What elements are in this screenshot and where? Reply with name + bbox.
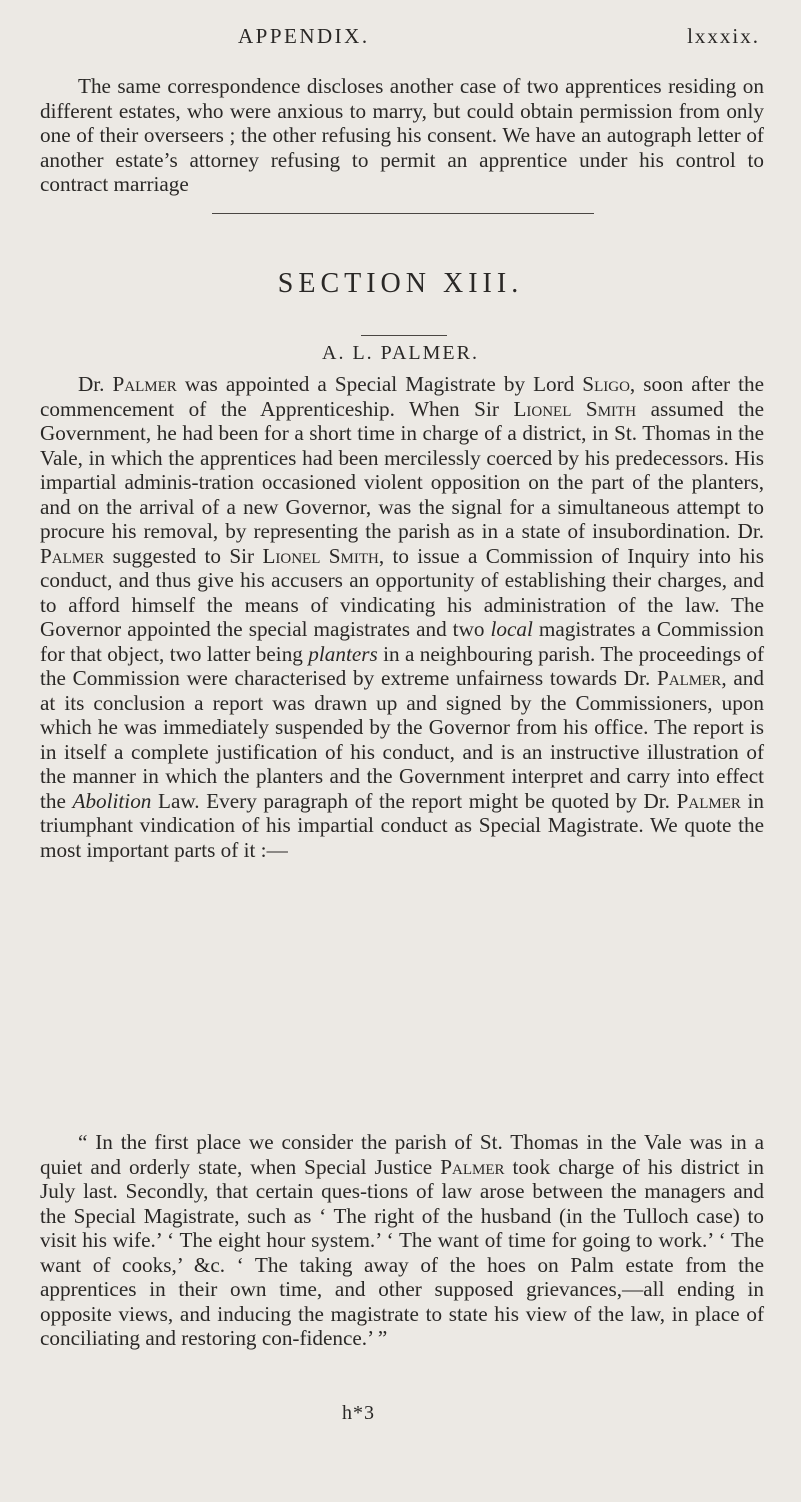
section-subtitle: A. L. PALMER. (322, 342, 479, 364)
subhead-divider (361, 335, 447, 336)
section-divider (212, 213, 594, 214)
paragraph-intro: The same correspondence discloses another case of two apprentices residing on different estates, who were anxious to marry, but could obtain permission from only one of their overseers ; the other refusing his consent. We have an autograph letter of another estate’s attorney refusing to permit an apprentice under his control to contract marriage (40, 74, 764, 196)
paragraph-quote: “ In the first place we consider the parish of St. Thomas in the Vale was in a quiet and orderly state, when Special Justice Palmer took charge of his district in July last. Secondly, that certain ques-tions of law arose between the managers and the Special Magistrate, such as ‘ The right of the husband (in the Tulloch case) to visit his wife.’ ‘ The eight hour system.’ ‘ The want of time for going to work.’ ‘ The want of cooks,’ &c. ‘ The taking away of the hoes on Palm estate from the apprentices in their own time, and other supposed grievances,—all ending in opposite views, and inducing the magistrate to state his view of the law, in place of conciliating and restoring con-fidence.’ ” (40, 1130, 764, 1350)
page-header (40, 24, 760, 54)
page-number: lxxxix. (687, 24, 760, 48)
signature-mark: h*3 (342, 1402, 375, 1424)
running-title: APPENDIX. (238, 24, 370, 48)
paragraph-palmer: Dr. Palmer was appointed a Special Magistrate by Lord Sligo, soon after the commencement of the Apprenticeship. When Sir Lionel Smith assumed the Government, he had been for a short time in charge of a district, in St. Thomas in the Vale, in which the apprentices had been mercilessly coerced by his predecessors. His impartial adminis-tration occasioned violent opposition on the part of the planters, and on the arrival of a new Governor, was the signal for a simultaneous attempt to procure his removal, by representing the parish as in a state of insubordination. Dr. Palmer suggested to Sir Lionel Smith, to issue a Commission of Inquiry into his conduct, and thus give his accusers an opportunity of establishing their charges, and to afford himself the means of vindicating his administration of the law. The Governor appointed the special magistrates and two local magistrates a Commission for that object, two latter being planters in a neighbouring parish. The proceedings of the Commission were characterised by extreme unfairness towards Dr. Palmer, and at its conclusion a report was drawn up and signed by the Commissioners, upon which he was immediately suspended by the Governor from his office. The report is in itself a complete justification of his conduct, and is an instructive illustration of the manner in which the planters and the Government interpret and carry into effect the Abolition Law. Every paragraph of the report might be quoted by Dr. Palmer in triumphant vindication of his impartial conduct as Special Magistrate. We quote the most important parts of it :— (40, 372, 765, 862)
section-title: SECTION XIII. (277, 268, 524, 299)
